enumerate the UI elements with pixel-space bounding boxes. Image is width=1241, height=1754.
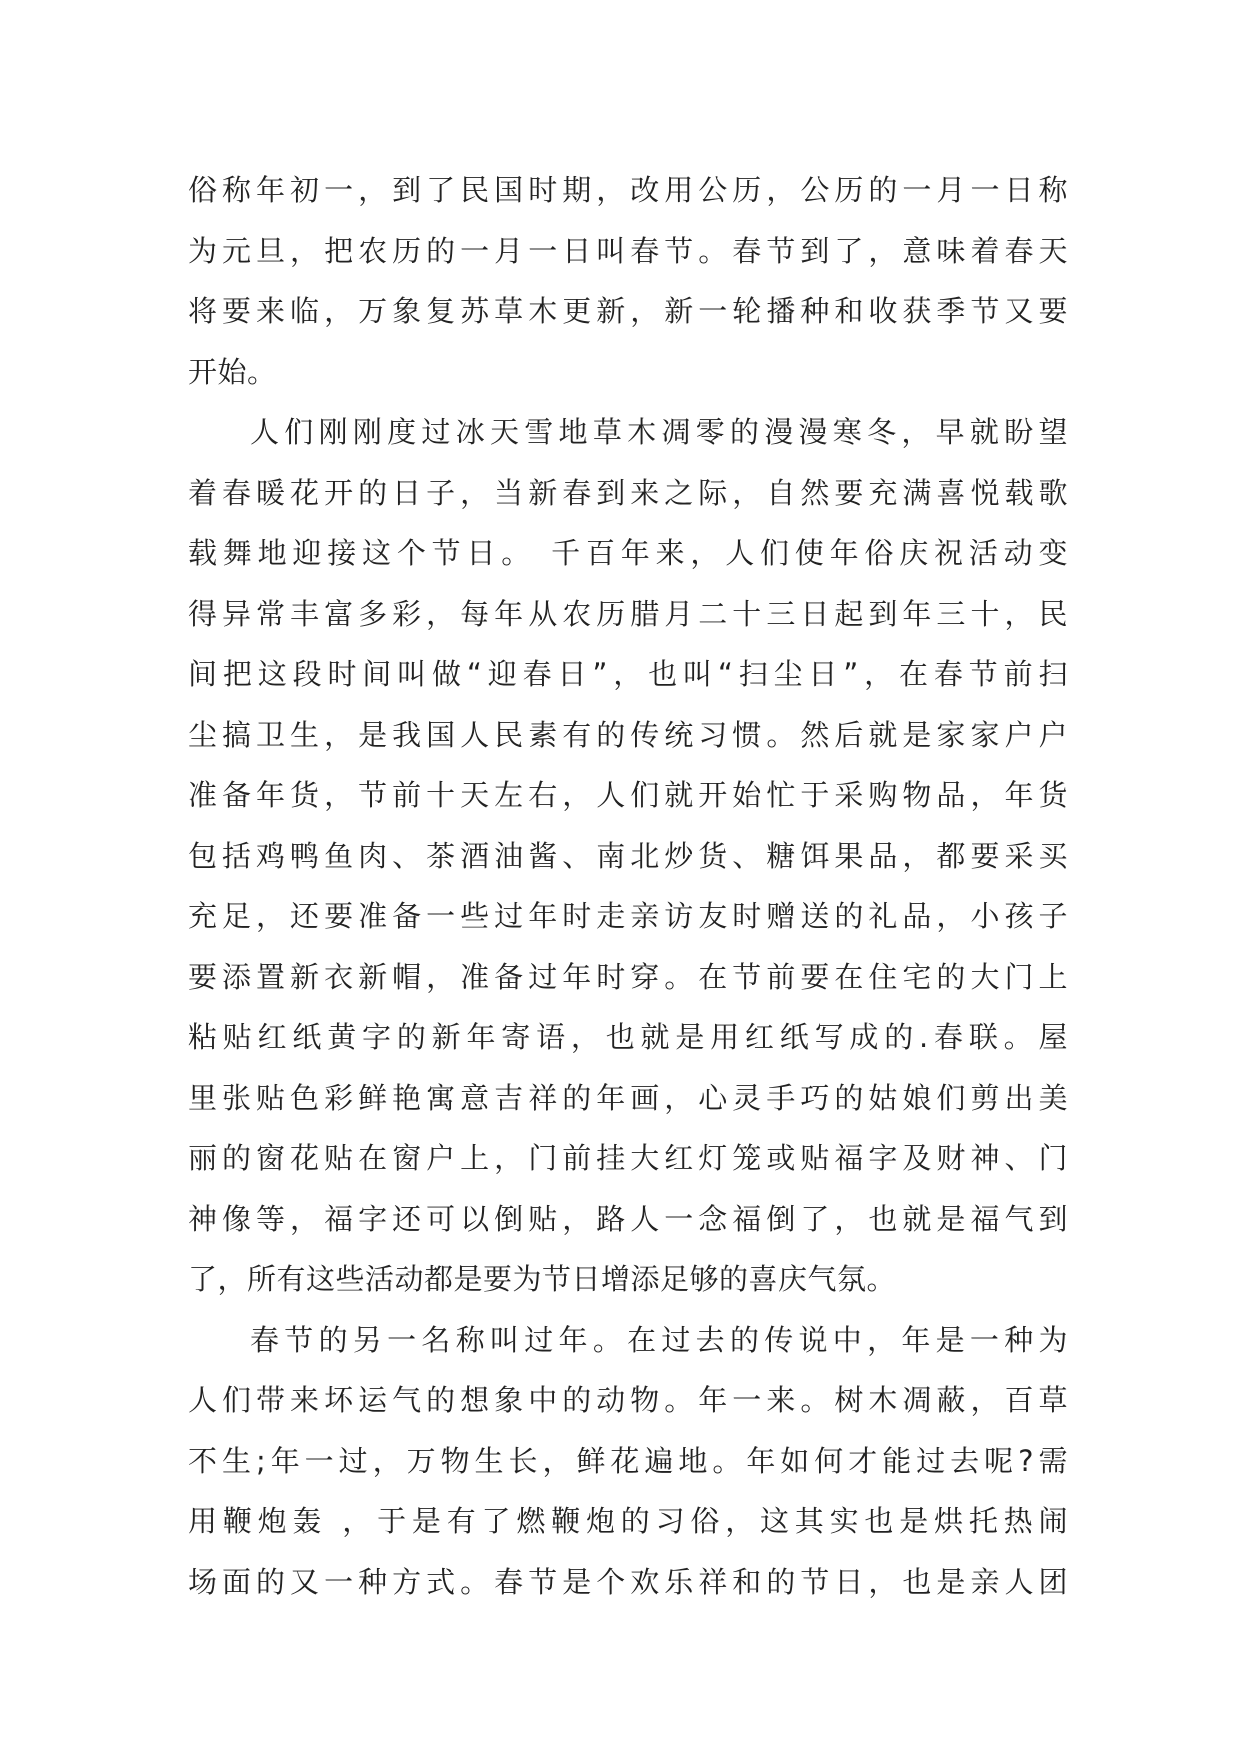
text-line: 春节的另一名称叫过年。在过去的传说中，年是一种为 (250, 1322, 1068, 1357)
text-line: 俗称年初一，到了民国时期，改用公历，公历的一月一日称 (188, 173, 1068, 207)
text-line: 将要来临，万象复苏草木更新，新一轮播种和收获季节又要 (188, 294, 1068, 328)
text-line: 要添置新衣新帽，准备过年时穿。在节前要在住宅的大门上 (188, 959, 1068, 994)
body-text (188, 160, 1068, 1612)
text-line: 充足，还要准备一些过年时走亲访友时赠送的礼品，小孩子 (188, 899, 1068, 933)
text-line: 包括鸡鸭鱼肉、茶酒油酱、南北炒货、糖饵果品，都要采买 (188, 838, 1068, 873)
text-line: 得异常丰富多彩，每年从农历腊月二十三日起到年三十，民 (188, 596, 1068, 631)
text-line: 丽的窗花贴在窗户上，门前挂大红灯笼或贴福字及财神、门 (188, 1141, 1068, 1175)
text-line: 神像等，福字还可以倒贴，路人一念福倒了，也就是福气到 (188, 1201, 1068, 1236)
text-line: 里张贴色彩鲜艳寓意吉祥的年画，心灵手巧的姑娘们剪出美 (188, 1080, 1068, 1115)
text-line: 用鞭炮轰 ，于是有了燃鞭炮的习俗，这其实也是烘托热闹 (188, 1504, 1068, 1538)
text-line: 粘贴红纸黄字的新年寄语，也就是用红纸写成的.春联。屋 (188, 1020, 1068, 1054)
text-line: 着春暖花开的日子，当新春到来之际，自然要充满喜悦载歌 (188, 475, 1068, 510)
text-line: 为元旦，把农历的一月一日叫春节。春节到了，意味着春天 (188, 233, 1068, 268)
paragraph-1 (188, 160, 1068, 402)
paragraph-3 (188, 1310, 1068, 1613)
text-line: 准备年货，节前十天左右，人们就开始忙于采购物品，年货 (188, 778, 1068, 812)
text-line: 了，所有这些活动都是要为节日增添足够的喜庆气氛。 (188, 1262, 897, 1296)
text-line: 载舞地迎接这个节日。 千百年来，人们使年俗庆祝活动变 (188, 536, 1068, 570)
text-line: 人们带来坏运气的想象中的动物。年一来。树木凋蔽，百草 (188, 1383, 1068, 1417)
text-line: 间把这段时间叫做“迎春日”，也叫“扫尘日”，在春节前扫 (188, 657, 1068, 691)
text-line: 开始。 (188, 354, 277, 389)
text-line: 不生;年一过，万物生长，鲜花遍地。年如何才能过去呢?需 (188, 1443, 1068, 1478)
text-line: 尘搞卫生，是我国人民素有的传统习惯。然后就是家家户户 (188, 717, 1068, 752)
paragraph-2 (188, 402, 1068, 1310)
text-line: 人们刚刚度过冰天雪地草木凋零的漫漫寒冬，早就盼望 (250, 415, 1068, 449)
text-line: 场面的又一种方式。春节是个欢乐祥和的节日，也是亲人团 (188, 1564, 1068, 1599)
